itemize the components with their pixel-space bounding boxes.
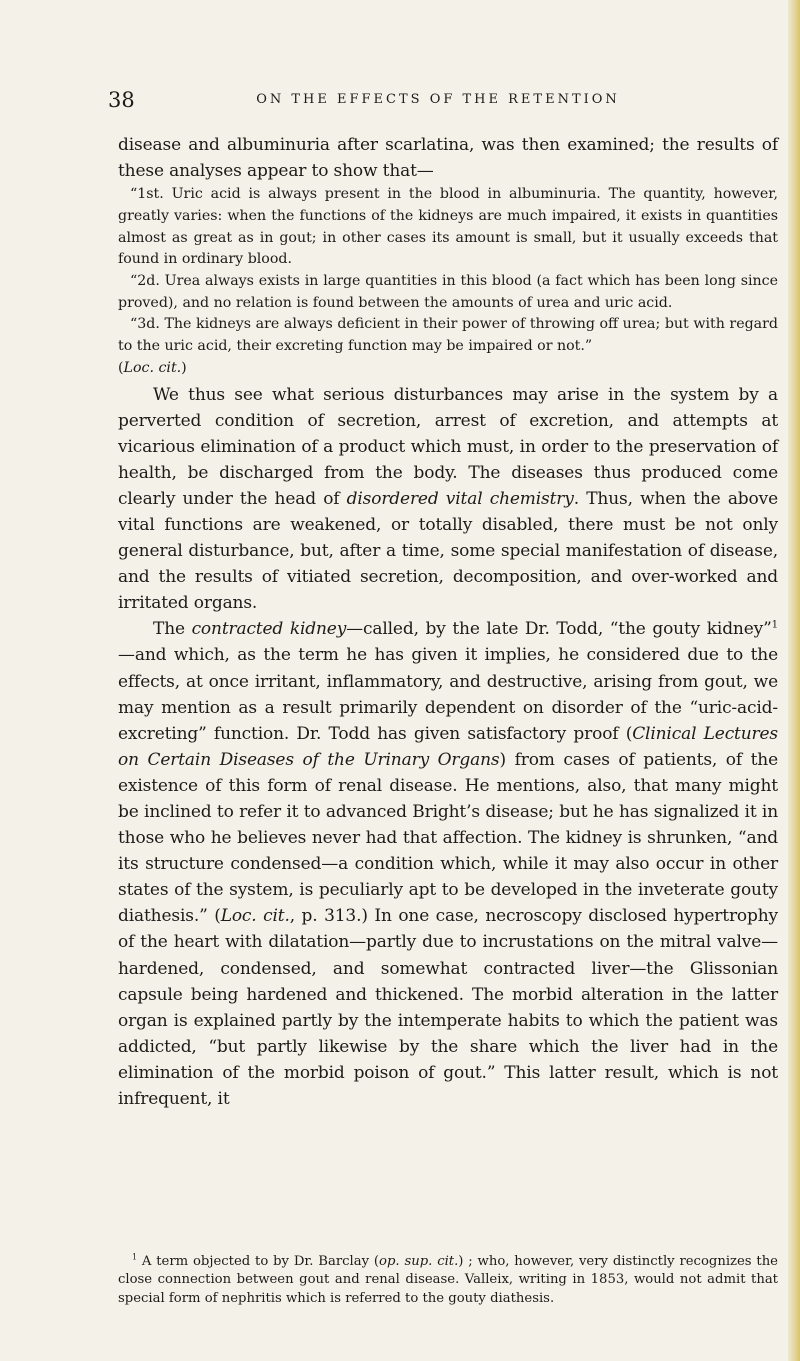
p2-emphasis-2: Clinical Lectures on Certain Diseases of the Urinary Organs bbox=[118, 723, 779, 770]
footnote-reference: 1 bbox=[771, 619, 778, 631]
p2-emphasis-1: contracted kidney bbox=[191, 619, 347, 640]
page-body bbox=[118, 132, 778, 1112]
citation-text: Loc. cit. bbox=[123, 359, 182, 376]
p2-text-4: , p. 313.) In one case, necroscopy disclosed hypertrophy of the heart with dilatation—partly due to incrustations on the mitral valve—hardened, condensed, and somewhat contracted liver—the Glissonian capsule being hardened and thickened. The morbid alteration in the latter organ is explained partly by the intemperate habits to which the patient was addicted, “but partly likewise by the share which the liver had in the elimination of the morbid poison of gout.” This latter result, which is not infrequent, it bbox=[118, 906, 778, 1110]
quote-paragraph-1: “1st. Uric acid is always present in the blood in albuminuria. The quantity, however, greatly varies: when the functions of the kidneys are much impaired, it exists in quantities almost as great as in gout; in other cases its amount is small, but it usually exceeds that found in ordinary blood. bbox=[118, 186, 778, 268]
p2-text-2: —and which, as the term he has given it implies, he considered due to the effects, at once irritant, inflammatory, and destructive, arising from gout, we may mention as a result primarily dependent on disorder of the “uric-acid-excreting” function. Dr. Todd has given satisfactory proof ( bbox=[118, 645, 778, 744]
footnote-area bbox=[118, 1253, 778, 1308]
footnote-emphasis: op. sup. cit. bbox=[379, 1254, 459, 1269]
paragraph-contracted-kidney bbox=[118, 616, 778, 1112]
quote-citation: (Loc. cit.) bbox=[118, 359, 187, 376]
p1-text-b: . Thus, when the above vital functions are weakened, or totally disabled, there must be not only general disturbance, but, after a time, some special manifestation of disease, and the results of vitiated secretion, decomposition, and over-worked and irritated organs. bbox=[118, 488, 778, 614]
intro-paragraph: disease and albuminuria after scarlatina, was then examined; the results of these analyses appear to show that— bbox=[118, 135, 778, 182]
footnote-marker: 1 bbox=[132, 1252, 138, 1262]
page-edge bbox=[788, 0, 800, 1361]
page-number: 38 bbox=[108, 88, 135, 112]
p2-lead: The bbox=[153, 619, 192, 640]
quote-paragraph-2: “2d. Urea always exists in large quantities in this blood (a fact which has been long since proved), and no relation is found between the amounts of urea and uric acid. bbox=[118, 273, 778, 311]
paragraph-vital-chemistry bbox=[118, 382, 778, 617]
p2-text-1: —called, by the late Dr. Todd, “the gouty kidney” bbox=[346, 619, 772, 640]
quote-paragraph-3: “3d. The kidneys are always deficient in their power of throwing off urea; but with regard to the uric acid, their excreting function may be impaired or not.” bbox=[118, 316, 778, 355]
p1-emphasis: disordered vital chemistry bbox=[346, 488, 574, 509]
page-header bbox=[108, 88, 768, 118]
footnote-text-a: A term objected to by Dr. Barclay ( bbox=[137, 1254, 380, 1269]
p1-text-a: We thus see what serious disturbances may arise in the system by a perverted condition of secretion, arrest of excretion, and attempts at vicarious elimination of a product which must, in order to the preservation of health, be discharged from the body. The diseases thus produced come clearly under the head of bbox=[118, 384, 778, 509]
running-head: ON THE EFFECTS OF THE RETENTION bbox=[256, 92, 620, 107]
footnote-text-b: ) ; who, however, very distinctly recognizes the close connection between gout and renal disease. Valleix, writing in 1853, would not admit that special form of nephritis which is referred to the gouty diathesis. bbox=[118, 1254, 778, 1306]
footnote bbox=[118, 1253, 778, 1308]
p2-emphasis-3: Loc. cit. bbox=[220, 906, 290, 927]
block-quote bbox=[118, 184, 778, 379]
p2-text-3: ) from cases of patients, of the existence of this form of renal disease. He mentions, also, that many might be inclined to refer it to advanced Bright’s disease; but he has signalized it in those who he believes never had that affection. The kidney is shrunken, “and its structure condensed—a condition which, while it may also occur in other states of the system, is peculiarly apt to be developed in the inveterate gouty diathesis.” ( bbox=[118, 749, 779, 927]
